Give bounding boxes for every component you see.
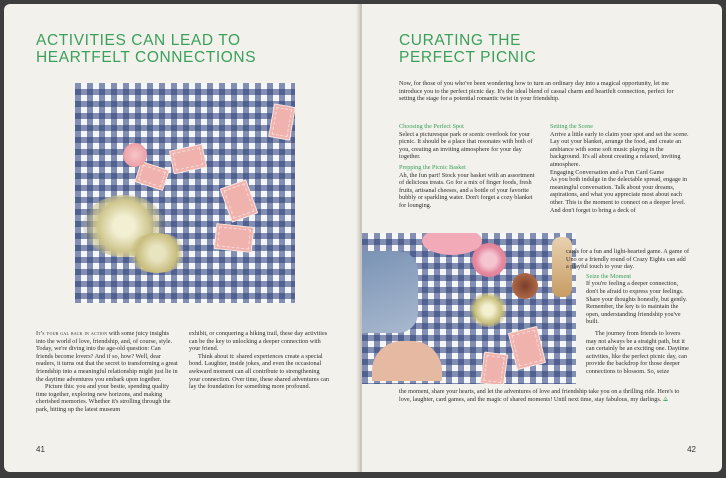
convo-text-b: cards for a fun and light-hearted game. A game of Uno or a friendly round of Crazy Eights can add a playful touch to your day. [566, 248, 690, 271]
playing-card [169, 144, 207, 175]
playing-card [220, 179, 259, 222]
spot-heading: Choosing the Perfect Spot [399, 123, 464, 130]
playing-card [214, 223, 255, 253]
right-title-line-1: CURATING THE [399, 32, 522, 49]
left-col2-para2: Think about it: shared experiences create a special bond. Laughter, inside jokes, and even the occasional awkward moment can all contribute to strengthening your connection. Over time, these shared adventures can lay the foundation for something more profound. [189, 352, 330, 391]
convo-text-a: As you both indulge in the delectable spread, engage in meaningful conversation. Talk about your dreams, aspirations, and what you appreciate most about each other. This is the moment to connect on a deeper level. And don't forget to bring a deck of [550, 176, 688, 214]
left-col2-para1: exhibit, or conquering a hiking trail, these day activities can be the key to unlocking a deeper connection with your friend. [189, 330, 328, 353]
playing-card [268, 103, 295, 140]
right-column-2-mid [566, 248, 690, 376]
left-col1-para1: with some juicy insights into the world of love, friendship, and, of course, style. Today, we're diving into the age-old question: Can friends become lovers? And if so, how? Well, dear readers, it turns out that the secret to transforming a great friendship into a meaningful relationship might just lie in the daytime adventures you embark upon together. [36, 330, 178, 383]
right-page-title [399, 32, 536, 66]
dried-flowers [468, 293, 508, 327]
end-mark-icon: ⟁ [662, 395, 669, 403]
spot-text: Select a picturesque park or scenic overlook for your picnic. It should be a place that resonates with both of you, creating an inviting atmosphere for your day together. [399, 130, 533, 161]
left-page [4, 4, 360, 472]
right-title-line-2: PERFECT PICNIC [399, 49, 537, 66]
right-column-2-top [550, 123, 690, 214]
person-arm [372, 341, 442, 381]
basket-heading: Prepping the Picnic Basket [399, 163, 466, 171]
left-column-2 [189, 330, 332, 391]
picnic-cards-photo [75, 83, 295, 303]
left-column-1 [36, 330, 179, 414]
closing-text-b [399, 388, 690, 403]
left-page-title [36, 32, 256, 66]
lead-in-caps: It's your gal back in action [36, 330, 108, 337]
babys-breath-flowers [127, 233, 187, 273]
carnation-flower [123, 143, 147, 167]
closing-text-a: The journey from friends to lovers may not always be a straight path, but it can certainly be an exciting one. Daytime activities, like the perfect picnic day, can provide the backdrop for those deeper connections to blossom. So, seize [586, 329, 689, 375]
chocolate-cookie [512, 273, 538, 299]
moment-text: If you're feeling a deeper connection, don't be afraid to express your feelings. Share your thoughts honestly, but gently. Remember, the key is to maintain the open, understanding friendship you've built. [586, 280, 688, 326]
playing-card [480, 351, 508, 384]
right-column-1 [399, 123, 539, 210]
scene-text: Arrive a little early to claim your spot and set the scene. Lay out your blanket, arrange the food, and create an ambiance with some soft music playing in the background. It's all about creating a relaxed, inviting atmosphere. [550, 130, 689, 168]
picnic-food-photo [362, 233, 576, 384]
right-page [362, 4, 722, 472]
scene-heading: Setting the Scene [550, 123, 593, 130]
convo-heading: Engaging Conversation and a Fun Card Game [550, 168, 665, 176]
person-denim [362, 251, 418, 333]
left-title-line-2: HEARTFELT CONNECTIONS [36, 49, 257, 66]
right-intro: Now, for those of you who've been wondering how to turn an ordinary day into a magical opportunity, let me introduce you to the perfect picnic day. It's the ideal blend of casual charm and heartfelt connection, perfect for setting the stage for a potential romantic twist in your friendship. [399, 80, 674, 103]
basket-text: Ah, the fun part! Stock your basket with an assortment of delicious treats. Go for a mix of finger foods, fresh fruits, artisanal cheeses, and a bottle of your favorite bubbly or sparkling water. Don't forget a cozy blanket for lounging. [399, 171, 535, 209]
left-page-number: 41 [36, 445, 45, 454]
playing-card [508, 326, 546, 370]
moment-heading: Seize the Moment [586, 272, 632, 280]
left-title-line-1: ACTIVITIES CAN LEAD TO [36, 32, 241, 49]
right-page-number: 42 [687, 445, 696, 454]
closing-text-b-content: the moment, share your hearts, and let the adventures of love and friendship take you on a thrilling ride. Here's to love, laughter, card games, and the magic of shared moments! Until next time, stay fabulous, my darlings. [399, 388, 680, 403]
left-col1-para2: Picture this: you and your bestie, spending quality time together, exploring new horizons, and making cherished memories. Whether it's strolling through the park, hitting up the latest museum [36, 383, 171, 413]
